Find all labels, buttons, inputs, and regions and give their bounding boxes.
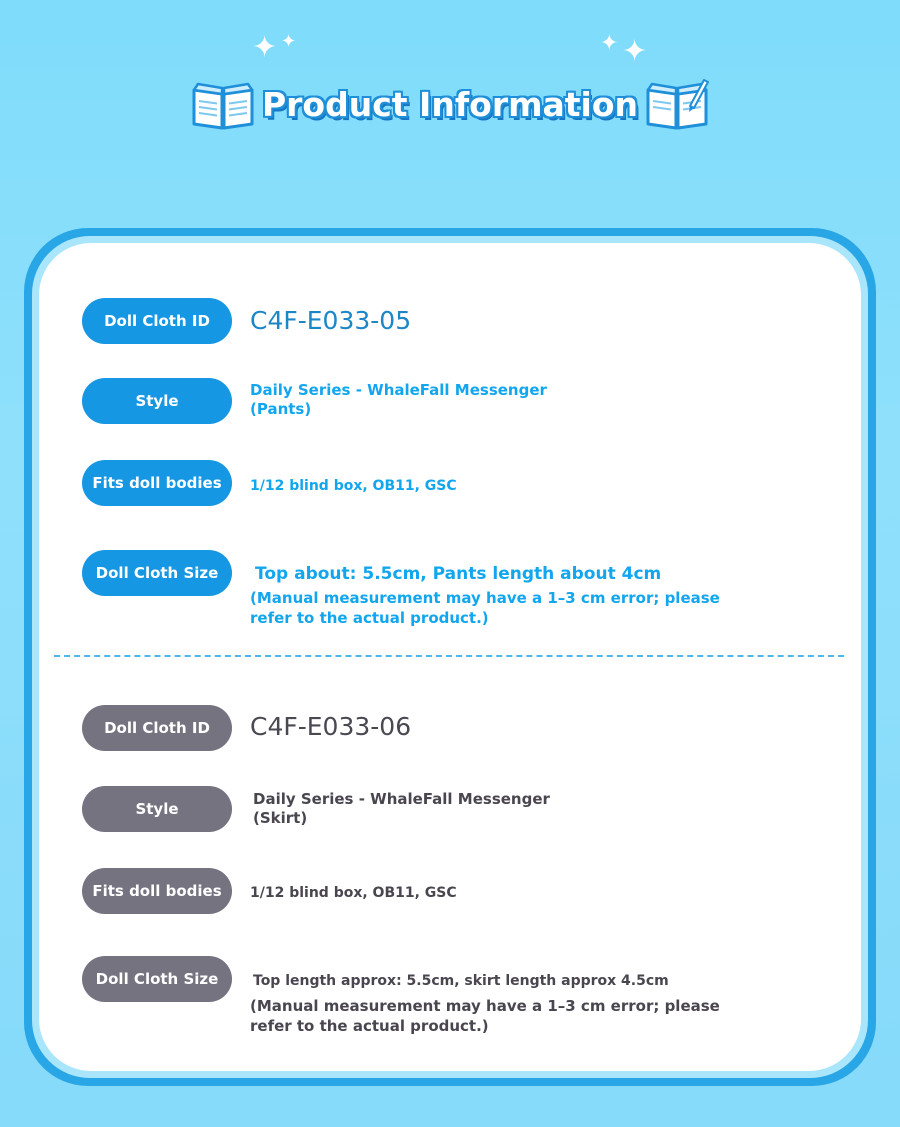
- style-value-variant: (Pants): [250, 400, 312, 418]
- doll-cloth-id-label: Doll Cloth ID: [82, 705, 232, 751]
- sparkle-icon: ✦: [252, 30, 278, 65]
- style-value-variant: (Skirt): [253, 809, 308, 827]
- fits-doll-bodies-value: 1/12 blind box, OB11, GSC: [250, 885, 457, 901]
- style-label: Style: [82, 378, 232, 424]
- doll-cloth-id-value: C4F-E033-06: [250, 712, 412, 741]
- style-value: Daily Series - WhaleFall Messenger: [250, 381, 547, 399]
- style-label: Style: [82, 786, 232, 832]
- doll-cloth-size-label: Doll Cloth Size: [82, 550, 232, 596]
- header: [0, 0, 900, 200]
- fits-doll-bodies-label: Fits doll bodies: [82, 868, 232, 914]
- page-title: Product Information: [261, 84, 639, 124]
- doll-cloth-size-label: Doll Cloth Size: [82, 956, 232, 1002]
- measurement-note-cont: refer to the actual product.): [250, 1017, 489, 1035]
- sparkle-icon: ✦: [622, 34, 648, 69]
- book-icon: [190, 76, 256, 132]
- sparkle-icon: ✦: [281, 31, 297, 52]
- info-card-body: [39, 243, 861, 1071]
- measurement-note-cont: refer to the actual product.): [250, 609, 489, 627]
- doll-cloth-id-label: Doll Cloth ID: [82, 298, 232, 344]
- measurement-note: (Manual measurement may have a 1–3 cm error; please: [250, 589, 720, 607]
- fits-doll-bodies-label: Fits doll bodies: [82, 460, 232, 506]
- doll-cloth-size-value: Top length approx: 5.5cm, skirt length approx 4.5cm: [253, 973, 669, 989]
- measurement-note: (Manual measurement may have a 1–3 cm error; please: [250, 997, 720, 1015]
- section-divider: [54, 655, 844, 657]
- style-value: Daily Series - WhaleFall Messenger: [253, 790, 550, 808]
- info-card-border: [32, 236, 868, 1078]
- sparkle-icon: ✦: [600, 31, 619, 56]
- book-icon: [644, 76, 710, 132]
- doll-cloth-id-value: C4F-E033-05: [250, 306, 412, 335]
- fits-doll-bodies-value: 1/12 blind box, OB11, GSC: [250, 478, 457, 494]
- doll-cloth-size-value: Top about: 5.5cm, Pants length about 4cm: [255, 564, 662, 584]
- title-row: [0, 74, 900, 134]
